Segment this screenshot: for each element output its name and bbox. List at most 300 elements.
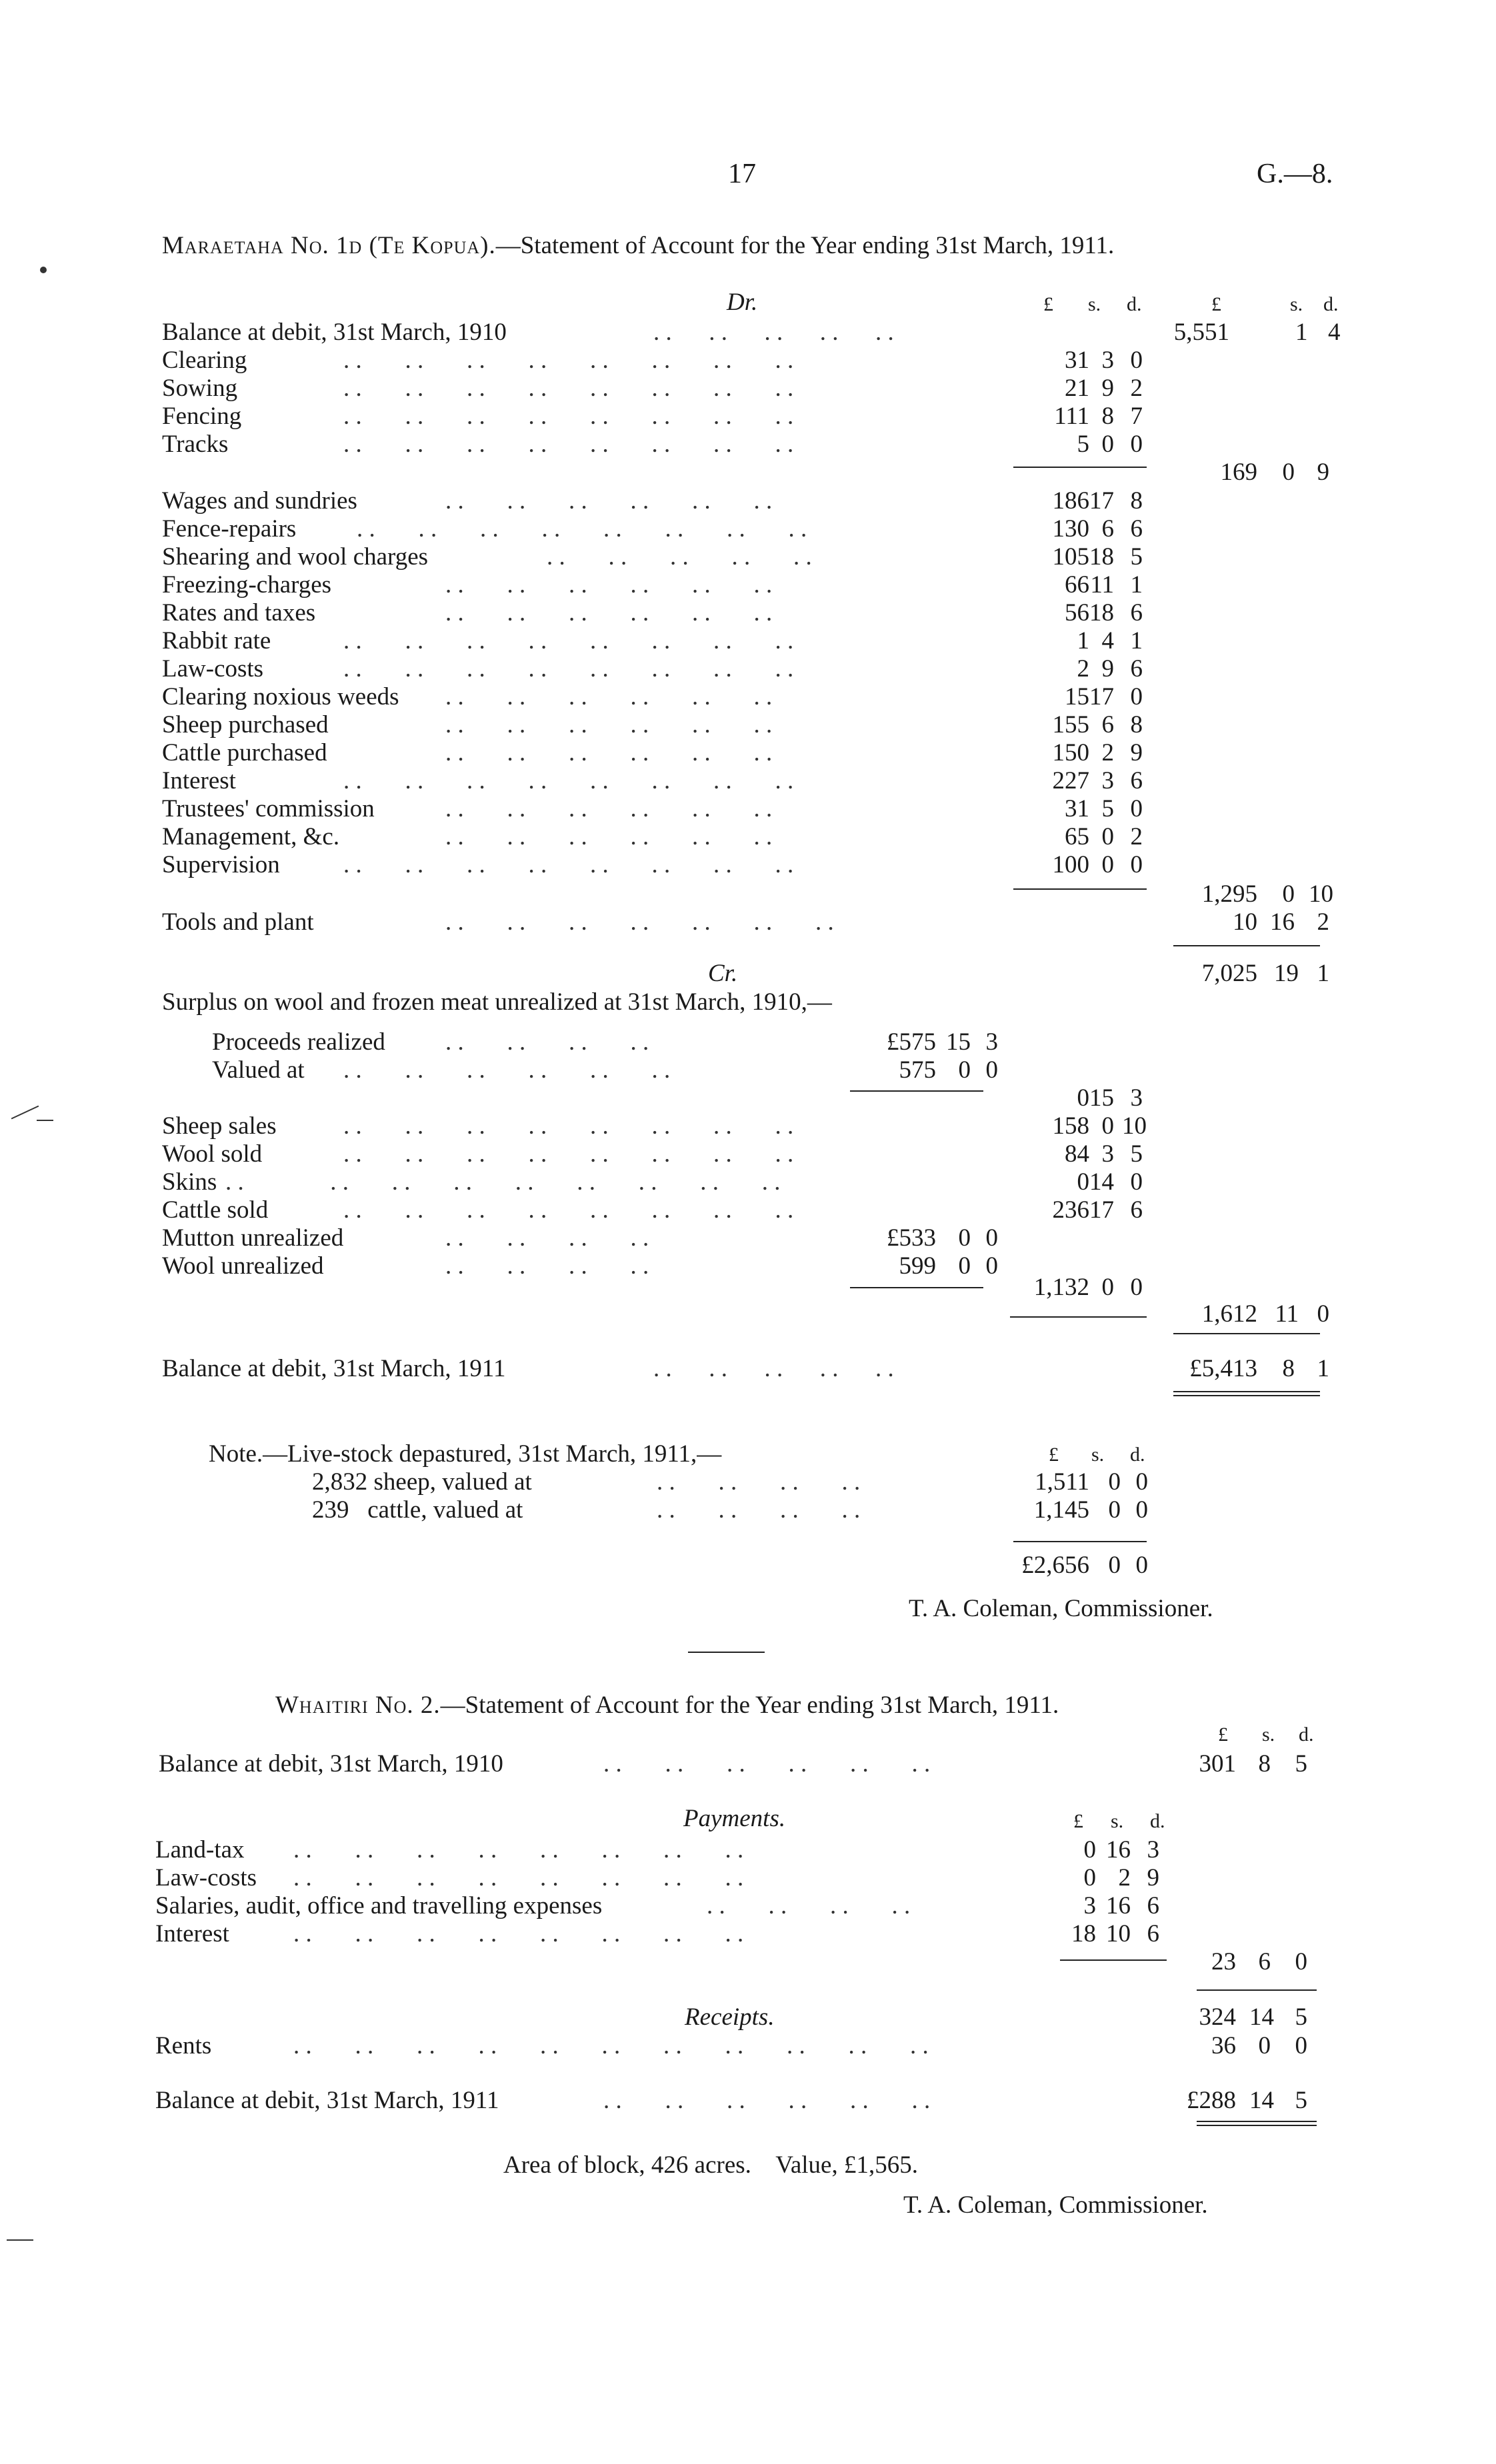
- amount-pence: 2: [1130, 823, 1143, 850]
- list-item: [0, 432, 1496, 460]
- amount-shillings: 6: [1258, 1948, 1271, 1975]
- amount-pounds: 227: [1052, 767, 1089, 794]
- receipts-heading: Receipts.: [685, 2003, 775, 2031]
- amount-pounds: 5: [1077, 431, 1089, 458]
- page-number: 17: [728, 159, 756, 189]
- amount-pence: 6: [1147, 1892, 1159, 1919]
- amount-pounds: 0: [1077, 1084, 1089, 1112]
- row-label: Law-costs: [155, 1864, 257, 1891]
- leader-dots: . . . . . . . . . . . . . . . .: [293, 1864, 744, 1891]
- leader-dots: . . . . . . . .: [445, 1028, 649, 1056]
- note-pence-head: d.: [1130, 1444, 1145, 1466]
- col1-shilling-head: s.: [1088, 293, 1101, 315]
- amount-pence: 1: [1317, 960, 1329, 987]
- amount-pounds: 84: [1065, 1140, 1089, 1168]
- amount-pounds: £533: [887, 1224, 936, 1252]
- amount-pence: 0: [1295, 1948, 1307, 1975]
- amount-pounds: 1: [1077, 627, 1089, 654]
- amount-pounds: 1,295: [1201, 880, 1257, 908]
- amount-pounds: 1,132: [1033, 1274, 1089, 1301]
- amount-shillings: 14: [1249, 2087, 1274, 2114]
- amount-pence: 5: [1295, 2087, 1307, 2114]
- double-rule: [1173, 1391, 1320, 1392]
- amount-shillings: 9: [1101, 375, 1114, 402]
- list-item: [0, 376, 1496, 404]
- amount-pounds: 7,025: [1201, 960, 1257, 987]
- amount-pounds: £288: [1187, 2087, 1236, 2114]
- section2-title: [275, 1693, 1059, 1718]
- amount-shillings: 0: [1282, 880, 1295, 908]
- amount-shillings: 0: [1108, 1496, 1121, 1524]
- document-reference: G.—8.: [1257, 159, 1333, 189]
- col2-shilling-head: s.: [1290, 293, 1303, 315]
- amount-shillings: 17: [1089, 487, 1114, 515]
- amount-pence: 7: [1130, 403, 1143, 430]
- leader-dots: . . . . . . . . . . . .: [445, 571, 773, 599]
- amount-shillings: 0: [1282, 459, 1295, 486]
- amount-pounds: 324: [1199, 2003, 1236, 2031]
- amount-pence: 3: [1147, 1836, 1159, 1863]
- amount-shillings: 2: [1101, 739, 1114, 766]
- row-label: 239 cattle, valued at: [312, 1496, 523, 1524]
- surplus-net-row: [0, 1086, 1496, 1114]
- leader-dots: . . . . . . . . . . . . . . . .: [343, 403, 794, 430]
- row-label: Balance at debit, 31st March, 1910: [162, 319, 507, 346]
- amount-shillings: 11: [1275, 1300, 1299, 1328]
- amount-shillings: 10: [1106, 1920, 1131, 1947]
- amount-shillings: 6: [1101, 711, 1114, 738]
- leader-dots: . . . . . . . . . . . .: [445, 683, 773, 710]
- section2-opening-row: [0, 1752, 1496, 1780]
- leader-dots: . . . . . . . . . .: [653, 1355, 894, 1382]
- cr-heading: Cr.: [708, 960, 738, 987]
- leader-dots: . . . . . . . . . . . . . . . .: [343, 655, 794, 682]
- leader-dots: . . . . . . . . . . . . . . . .: [343, 1112, 794, 1140]
- section1-title: [162, 233, 1114, 258]
- leader-dots: . . . . . . . . . .: [653, 319, 894, 346]
- list-item: [0, 1893, 1496, 1921]
- list-item: [0, 1170, 1496, 1198]
- row-label: Supervision: [162, 851, 280, 878]
- leader-dots: . . . . . . . . . . . .: [445, 795, 773, 822]
- leader-dots: . . . . . . . . . . . .: [445, 739, 773, 766]
- section2-title-rest: —Statement of Account for the Year ending 31st March, 1911.: [440, 1692, 1059, 1719]
- leader-dots: . . . . . . . . . . . . . . . . . .: [225, 1168, 781, 1196]
- section2-pence-head: d.: [1299, 1724, 1314, 1746]
- dr-heading: Dr.: [727, 289, 758, 316]
- leader-dots: . . . . . . . . . . . . . . . .: [343, 375, 794, 402]
- list-item: [0, 1198, 1496, 1226]
- amount-pence: 5: [1295, 2003, 1307, 2031]
- leader-dots: . . . . . . . . . . . .: [445, 599, 773, 626]
- list-item: [0, 628, 1496, 656]
- rents-row: [0, 2033, 1496, 2061]
- leader-dots: . . . . . . . . . . . .: [445, 823, 773, 850]
- amount-pence: 2: [1317, 908, 1329, 936]
- amount-pence: 9: [1317, 459, 1329, 486]
- amount-shillings: 16: [1270, 908, 1295, 936]
- list-item: [0, 517, 1496, 545]
- dr-total-row: [0, 961, 1496, 989]
- amount-pounds: 18: [1071, 1920, 1096, 1947]
- amount-shillings: 14: [1249, 2003, 1274, 2031]
- list-item: [0, 684, 1496, 712]
- section1-title-name: Maraetaha No. 1d (Te Kopua).: [162, 232, 496, 259]
- amount-pounds: 5,551: [1173, 319, 1229, 346]
- row-label: Law-costs: [162, 655, 264, 682]
- section-divider: [688, 1652, 765, 1653]
- list-item: [0, 601, 1496, 628]
- amount-pence: 5: [1295, 1750, 1307, 1778]
- payments-shilling-head: s.: [1111, 1810, 1124, 1832]
- amount-pounds: 236: [1052, 1196, 1089, 1224]
- row-label: Rents: [155, 2032, 212, 2059]
- leader-dots: . . . . . . . . . . . . . . . .: [343, 1196, 794, 1224]
- leader-dots: . . . . . . . . . . . . . . . .: [293, 1836, 744, 1863]
- leader-dots: . . . . . . . .: [657, 1468, 861, 1496]
- amount-pence: 6: [1130, 767, 1143, 794]
- amount-shillings: 18: [1089, 543, 1114, 571]
- amount-pounds: 66: [1065, 571, 1089, 599]
- amount-pence: 1: [1317, 1355, 1329, 1382]
- amount-pence: 6: [1130, 515, 1143, 543]
- amount-pounds: 599: [899, 1252, 936, 1280]
- row-label: Mutton unrealized: [162, 1224, 344, 1252]
- scan-mark: [40, 267, 47, 273]
- row-label: Balance at debit, 31st March, 1911: [155, 2087, 499, 2114]
- amount-shillings: 17: [1089, 1196, 1114, 1224]
- amount-pence: 0: [1135, 1496, 1148, 1524]
- amount-pounds: 3: [1083, 1892, 1096, 1919]
- amount-pence: 8: [1130, 487, 1143, 515]
- amount-pounds: 1,612: [1201, 1300, 1257, 1328]
- list-item: [0, 1498, 1496, 1526]
- section1-signature: T. A. Coleman, Commissioner.: [909, 1595, 1213, 1622]
- list-item: [0, 740, 1496, 768]
- tools-row: [0, 910, 1496, 938]
- row-label: Cattle sold: [162, 1196, 269, 1224]
- amount-shillings: 8: [1282, 1355, 1295, 1382]
- amount-shillings: 0: [1101, 823, 1114, 850]
- list-item: [0, 1142, 1496, 1170]
- payments-pence-head: d.: [1150, 1810, 1165, 1832]
- row-label: Rates and taxes: [162, 599, 316, 626]
- amount-pence: 8: [1130, 711, 1143, 738]
- closing-balance-row: [0, 1356, 1496, 1384]
- leader-dots: . . . . . . . . . . . .: [445, 487, 773, 515]
- amount-pence: 0: [1317, 1300, 1329, 1328]
- amount-shillings: 3: [1101, 1140, 1114, 1168]
- amount-shillings: 18: [1089, 599, 1114, 626]
- surplus-label: Surplus on wool and frozen meat unrealized at 31st March, 1910,—: [162, 988, 832, 1016]
- leader-dots: . . . . . . . .: [707, 1892, 911, 1919]
- amount-pence: 2: [1130, 375, 1143, 402]
- amount-shillings: 0: [1101, 431, 1114, 458]
- leader-dots: . . . . . . . .: [657, 1496, 861, 1524]
- amount-shillings: 3: [1101, 347, 1114, 374]
- amount-pounds: 100: [1052, 851, 1089, 878]
- amount-shillings: 15: [946, 1028, 971, 1056]
- amount-shillings: 15: [1089, 1084, 1114, 1112]
- amount-pounds: 21: [1065, 375, 1089, 402]
- amount-pounds: 111: [1054, 403, 1089, 430]
- amount-pounds: 56: [1065, 599, 1089, 626]
- amount-shillings: 16: [1106, 1892, 1131, 1919]
- leader-dots: . . . . . . . . . . . . . . . .: [343, 431, 794, 458]
- leader-dots: . . . . . . . . . . . .: [603, 2087, 931, 2114]
- section2-signature: T. A. Coleman, Commissioner.: [903, 2191, 1208, 2219]
- amount-pence: 1: [1130, 571, 1143, 599]
- leader-dots: . . . . . . . . . . . . . . . .: [293, 1920, 744, 1947]
- amount-shillings: 11: [1090, 571, 1114, 599]
- amount-shillings: 19: [1274, 960, 1299, 987]
- row-label: Salaries, audit, office and travelling expenses: [155, 1892, 603, 1919]
- row-label: Balance at debit, 31st March, 1911: [162, 1355, 506, 1382]
- section2-closing-row: [0, 2088, 1496, 2116]
- receipts-subtotal-row: [0, 2005, 1496, 2033]
- list-item: [0, 824, 1496, 852]
- amount-pence: 3: [1130, 1084, 1143, 1112]
- subtotal-rule: [1197, 1989, 1317, 1991]
- amount-pence: 5: [1130, 1140, 1143, 1168]
- list-item: [0, 573, 1496, 601]
- row-label: Clearing noxious weeds: [162, 683, 399, 710]
- amount-pounds: 155: [1052, 711, 1089, 738]
- amount-pence: 0: [1130, 1274, 1143, 1301]
- area-value-line: Area of block, 426 acres. Value, £1,565.: [503, 2151, 918, 2179]
- list-item: [0, 712, 1496, 740]
- total-rule: [1173, 1333, 1320, 1334]
- amount-pounds: 169: [1220, 459, 1257, 486]
- amount-pence: 6: [1130, 1196, 1143, 1224]
- amount-shillings: 0: [1101, 851, 1114, 878]
- amount-pounds: 23: [1211, 1948, 1236, 1975]
- mutton-row: [0, 1226, 1496, 1254]
- amount-shillings: 8: [1101, 403, 1114, 430]
- list-item: [0, 796, 1496, 824]
- amount-shillings: 0: [958, 1056, 971, 1084]
- amount-pounds: 1,145: [1033, 1496, 1089, 1524]
- note-pound-head: £: [1049, 1444, 1059, 1466]
- leader-dots: . . . . . . . . . . . . . . . .: [343, 1140, 794, 1168]
- list-item: [0, 348, 1496, 376]
- amount-pounds: 150: [1052, 739, 1089, 766]
- amount-pounds: £2,656: [1021, 1552, 1089, 1579]
- amount-pence: 3: [985, 1028, 998, 1056]
- double-rule: [1173, 1395, 1320, 1396]
- row-label: Cattle purchased: [162, 739, 327, 766]
- amount-pounds: 0: [1083, 1836, 1096, 1863]
- col1-pence-head: d.: [1127, 293, 1142, 315]
- row-label: Shearing and wool charges: [162, 543, 429, 571]
- amount-pounds: 15: [1065, 683, 1089, 710]
- amount-pence: 10: [1122, 1112, 1147, 1140]
- row-label: Balance at debit, 31st March, 1910: [159, 1750, 503, 1778]
- amount-pence: 0: [1130, 431, 1143, 458]
- amount-shillings: 8: [1258, 1750, 1271, 1778]
- note-shilling-head: s.: [1091, 1444, 1105, 1466]
- amount-shillings: 0: [1101, 1112, 1114, 1140]
- amount-pounds: 301: [1199, 1750, 1236, 1778]
- row-label: Clearing: [162, 347, 247, 374]
- leader-dots: . . . . . . . .: [445, 1252, 649, 1280]
- amount-pence: 0: [1130, 1168, 1143, 1196]
- total-rule: [1173, 945, 1320, 946]
- col2-pound-head: £: [1211, 293, 1221, 315]
- amount-pounds: 158: [1052, 1112, 1089, 1140]
- list-item: [0, 768, 1496, 796]
- row-label: Fence-repairs: [162, 515, 297, 543]
- double-rule: [1197, 2121, 1317, 2122]
- section2-pound-head: £: [1218, 1724, 1228, 1746]
- amount-shillings: 2: [1118, 1864, 1131, 1891]
- list-item: [0, 656, 1496, 684]
- amount-shillings: 9: [1101, 655, 1114, 682]
- payments-pound-head: £: [1073, 1810, 1083, 1832]
- subtotal-rule: [1013, 1541, 1147, 1542]
- leader-dots: . . . . . . . . . . . .: [343, 1056, 671, 1084]
- amount-pence: 1: [1130, 627, 1143, 654]
- opening-balance-row: [0, 320, 1496, 348]
- amount-pounds: 0: [1083, 1864, 1096, 1891]
- row-label: Wool sold: [162, 1140, 263, 1168]
- amount-pounds: 1,511: [1035, 1468, 1089, 1496]
- amount-pounds: 31: [1065, 347, 1089, 374]
- amount-pence: 0: [1130, 851, 1143, 878]
- row-label: Management, &c.: [162, 823, 340, 850]
- amount-pence: 4: [1328, 319, 1341, 346]
- amount-pounds: 2: [1077, 655, 1089, 682]
- amount-pence: 0: [1135, 1552, 1148, 1579]
- row-label: 2,832 sheep, valued at: [312, 1468, 532, 1496]
- list-item: [0, 1470, 1496, 1498]
- amount-shillings: 5: [1101, 795, 1114, 822]
- row-label: Freezing-charges: [162, 571, 332, 599]
- list-item: [0, 489, 1496, 517]
- section2-shilling-head: s.: [1262, 1724, 1275, 1746]
- leader-dots: . . . . . . . . . . . .: [445, 711, 773, 738]
- row-label: Fencing: [162, 403, 242, 430]
- row-label: Tracks: [162, 431, 229, 458]
- double-rule: [1197, 2125, 1317, 2126]
- leader-dots: . . . . . . . . . . . . . . . .: [343, 767, 794, 794]
- note-total-row: [0, 1553, 1496, 1581]
- leader-dots: . . . . . . . . . . . . . . . .: [357, 515, 807, 543]
- leader-dots: . . . . . . . . . . . . . . . . . . . . . .: [293, 2032, 929, 2059]
- group2-total-row: [0, 882, 1496, 910]
- row-label: Sheep sales: [162, 1112, 277, 1140]
- amount-pounds: 10: [1233, 908, 1257, 936]
- row-label: Rabbit rate: [162, 627, 271, 654]
- proceeds-row: [0, 1030, 1496, 1058]
- amount-pence: 0: [1130, 795, 1143, 822]
- amount-pounds: £575: [887, 1028, 936, 1056]
- row-label: Tools and plant: [162, 908, 314, 936]
- col1-pound-head: £: [1043, 293, 1053, 315]
- row-label: Sowing: [162, 375, 238, 402]
- amount-pence: 9: [1130, 739, 1143, 766]
- list-item: [0, 404, 1496, 432]
- payments-heading: Payments.: [683, 1805, 786, 1832]
- row-label: Sheep purchased: [162, 711, 329, 738]
- amount-pounds: 0: [1077, 1168, 1089, 1196]
- amount-pounds: 65: [1065, 823, 1089, 850]
- group1-total-row: [0, 460, 1496, 488]
- leader-dots: . . . . . . . . . . . . . . . .: [343, 347, 794, 374]
- amount-shillings: 0: [958, 1224, 971, 1252]
- leader-dots: . . . . . . . . . .: [547, 543, 812, 571]
- amount-shillings: 0: [1101, 1274, 1114, 1301]
- cr-total-row: [0, 1302, 1496, 1330]
- leader-dots: . . . . . . . . . . . .: [603, 1750, 931, 1778]
- list-item: [0, 852, 1496, 880]
- unrealized-total-row: [0, 1275, 1496, 1303]
- section1-title-rest: —Statement of Account for the Year ending 31st March, 1911.: [495, 232, 1115, 259]
- row-label: Land-tax: [155, 1836, 245, 1863]
- amount-pence: 9: [1147, 1864, 1159, 1891]
- amount-pence: 10: [1309, 880, 1333, 908]
- list-item: [0, 1838, 1496, 1865]
- leader-dots: . . . . . . . .: [445, 1224, 649, 1252]
- amount-shillings: 14: [1089, 1168, 1114, 1196]
- amount-shillings: 17: [1089, 683, 1114, 710]
- amount-pounds: 186: [1052, 487, 1089, 515]
- amount-pence: 6: [1147, 1920, 1159, 1947]
- amount-pence: 0: [1295, 2032, 1307, 2059]
- amount-pounds: 575: [899, 1056, 936, 1084]
- list-item: [0, 1114, 1496, 1142]
- amount-shillings: 0: [958, 1252, 971, 1280]
- leader-dots: . . . . . . . . . . . . . .: [445, 908, 834, 936]
- valued-row: [0, 1058, 1496, 1086]
- amount-pence: 5: [1130, 543, 1143, 571]
- scan-mark: [7, 2239, 33, 2241]
- row-label: Wool unrealized: [162, 1252, 324, 1280]
- scan-mark: [37, 1120, 53, 1121]
- list-item: [0, 545, 1496, 573]
- amount-pounds: 105: [1052, 543, 1089, 571]
- amount-pounds: 36: [1211, 2032, 1236, 2059]
- amount-shillings: 0: [1108, 1468, 1121, 1496]
- row-label: Wages and sundries: [162, 487, 357, 515]
- note-intro: Note.—Live-stock depastured, 31st March, 1911,—: [209, 1440, 722, 1468]
- amount-pence: 0: [1135, 1468, 1148, 1496]
- amount-shillings: 0: [1108, 1552, 1121, 1579]
- row-label: Valued at: [212, 1056, 305, 1084]
- list-item: [0, 1865, 1496, 1893]
- row-label: Interest: [162, 767, 236, 794]
- row-label: Proceeds realized: [212, 1028, 385, 1056]
- row-label: Trustees' commission: [162, 795, 375, 822]
- amount-shillings: 6: [1101, 515, 1114, 543]
- leader-dots: . . . . . . . . . . . . . . . .: [343, 851, 794, 878]
- section2-title-name: Whaitiri No. 2.: [275, 1692, 441, 1719]
- amount-pence: 0: [985, 1056, 998, 1084]
- amount-pounds: 130: [1052, 515, 1089, 543]
- payments-total-row: [0, 1949, 1496, 1977]
- amount-pence: 0: [985, 1224, 998, 1252]
- row-label: Interest: [155, 1920, 229, 1947]
- amount-pence: 6: [1130, 655, 1143, 682]
- amount-pounds: 31: [1065, 795, 1089, 822]
- amount-shillings: 4: [1101, 627, 1114, 654]
- list-item: [0, 1921, 1496, 1949]
- amount-pence: 6: [1130, 599, 1143, 626]
- amount-shillings: 16: [1106, 1836, 1131, 1863]
- leader-dots: . . . . . . . . . . . . . . . .: [343, 627, 794, 654]
- amount-pence: 0: [1130, 683, 1143, 710]
- amount-pence: 0: [985, 1252, 998, 1280]
